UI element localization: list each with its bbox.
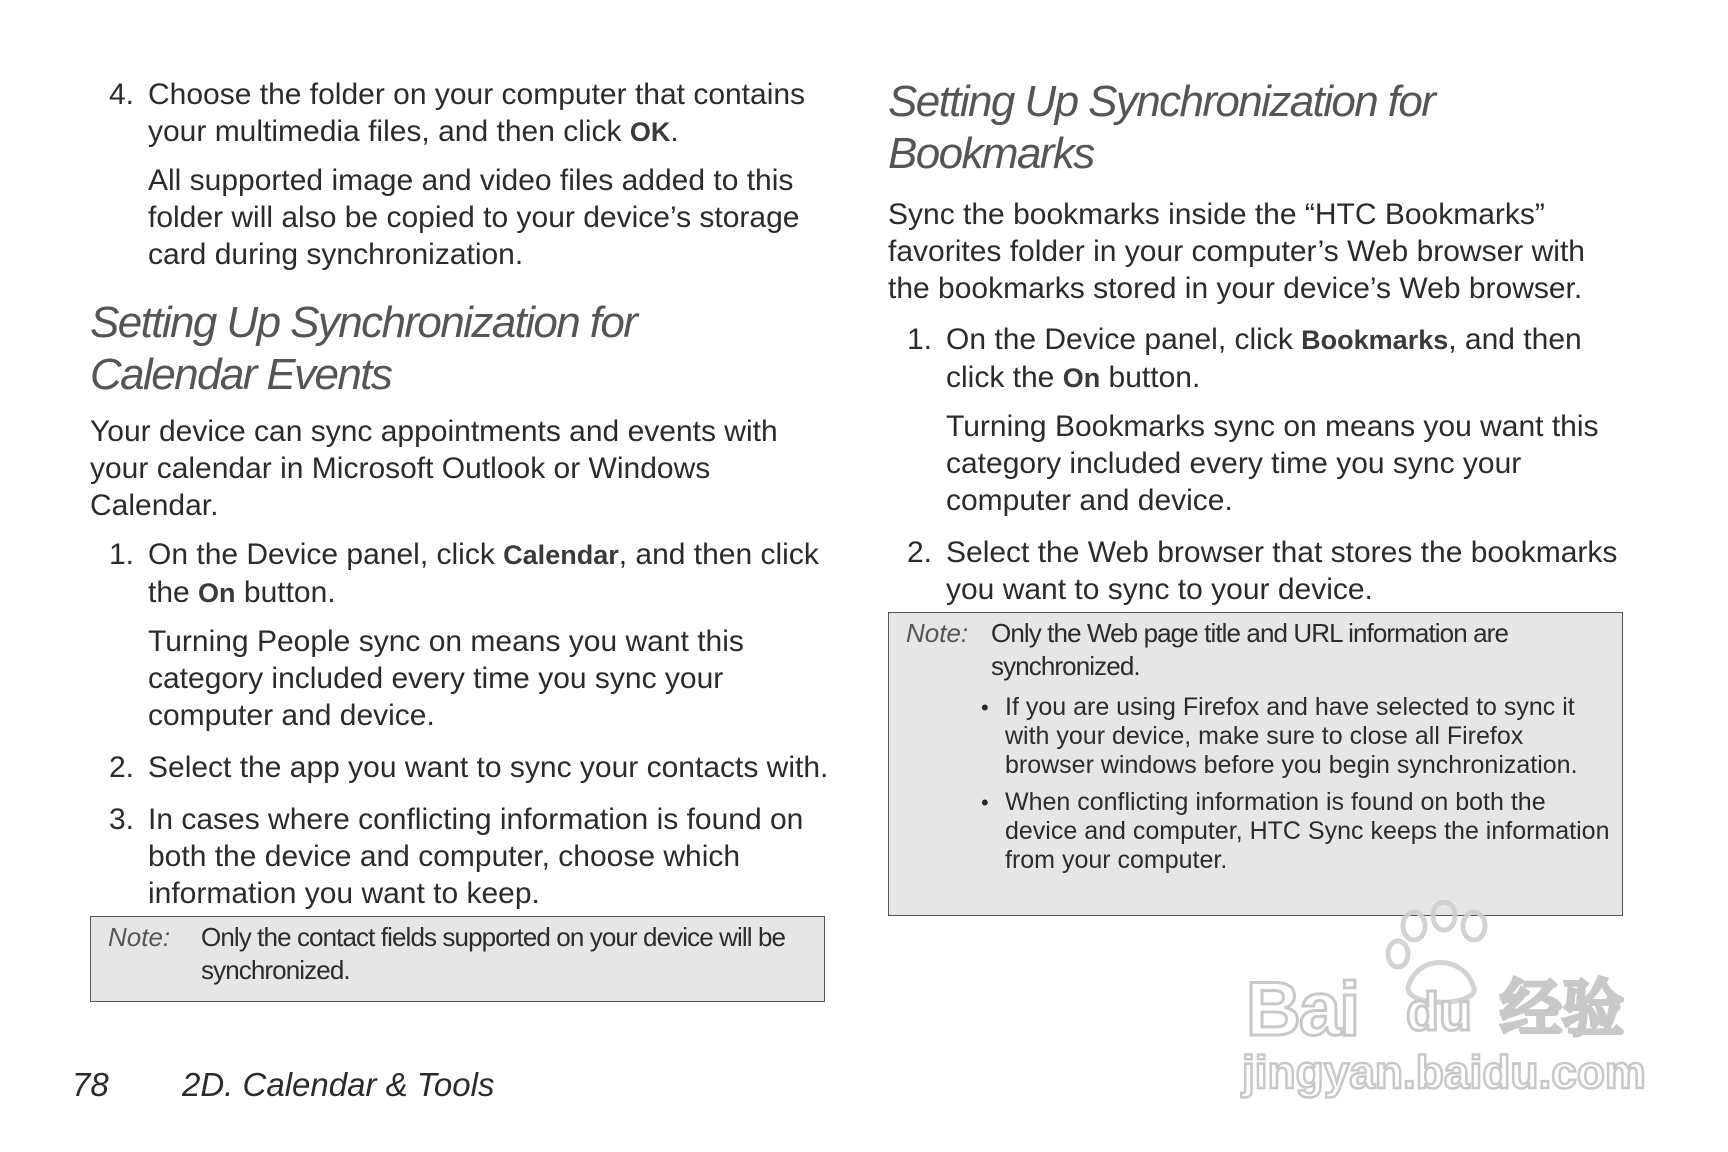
watermark-url: jingyan.baidu.com (1242, 1046, 1646, 1098)
step-text: On the Device panel, click Calendar, and then click the On button. (148, 538, 819, 609)
page-number: 78 (72, 1066, 109, 1103)
calendar-intro: Your device can sync appointments and events with your calendar in Microsoft Outlook or Windows Calendar. (90, 415, 778, 522)
step-number: 1. (907, 323, 933, 356)
calendar-note (90, 916, 825, 1002)
step-number: 2. (109, 751, 135, 784)
step-subtext: Turning Bookmarks sync on means you want this category included every time you sync your computer and device. (946, 410, 1599, 517)
left-column (90, 76, 850, 1002)
step-text: Choose the folder on your computer that contains your multimedia files, and then click OK. (148, 78, 806, 148)
watermark-brand-cn: 经验 (1500, 972, 1625, 1045)
section-title: 2D. Calendar & Tools (182, 1066, 495, 1103)
right-column (888, 76, 1648, 916)
note-bullet-list (981, 693, 1613, 875)
step-4 (90, 76, 850, 273)
note-bullet: • When conflicting information is found on both the device and computer, HTC Sync keeps the information from your computer. (981, 788, 1613, 875)
on-label: On (1062, 363, 1101, 393)
bookmarks-intro: Sync the bookmarks inside the “HTC Bookmarks” favorites folder in your computer’s Web browser with the bookmarks stored in your device’s Web browser. (888, 198, 1585, 305)
watermark-brand-du: du (1406, 982, 1472, 1042)
step-number: 3. (109, 803, 135, 836)
step-number: 1. (109, 538, 135, 571)
note-label: Note: (906, 618, 969, 648)
ok-label: OK (629, 117, 671, 147)
step-number: 2. (907, 536, 933, 569)
step-number: 4. (109, 78, 135, 111)
bookmarks-note (888, 612, 1623, 916)
step-subtext: All supported image and video files added to this folder will also be copied to your device’s storage card during synchronization. (148, 164, 800, 271)
note-text: Only the contact fields supported on your device will be synchronized. (201, 922, 786, 985)
note-label: Note: (108, 922, 171, 952)
note-text: Only the Web page title and URL information are synchronized. (991, 618, 1509, 681)
step-text: Select the Web browser that stores the bookmarks you want to sync to your device. (946, 536, 1618, 606)
step-text: Select the app you want to sync your contacts with. (148, 751, 829, 784)
bookmarks-heading: Setting Up Synchronization for Bookmarks (888, 77, 1435, 178)
calendar-label: Calendar (503, 540, 619, 570)
calendar-step-3 (90, 801, 850, 912)
step-text: On the Device panel, click Bookmarks, and then click the On button. (946, 323, 1582, 394)
calendar-step-1 (90, 536, 850, 734)
baidu-watermark (1238, 900, 1648, 1100)
bookmarks-label: Bookmarks (1301, 325, 1449, 355)
step-subtext: Turning People sync on means you want this category included every time you sync your computer and device. (148, 625, 744, 732)
watermark-brand-latin: Bai (1246, 967, 1359, 1052)
note-bullet: • If you are using Firefox and have selected to sync it with your device, make sure to close all Firefox browser windows before you begin synchronization. (981, 693, 1613, 780)
calendar-step-2 (90, 749, 850, 786)
bookmarks-step-1 (888, 321, 1648, 519)
calendar-heading: Setting Up Synchronization for Calendar Events (90, 298, 637, 399)
on-label: On (198, 578, 236, 608)
bookmarks-step-2 (888, 534, 1648, 608)
step-text: In cases where conflicting information is found on both the device and computer, choose which information you want to keep. (148, 803, 804, 910)
